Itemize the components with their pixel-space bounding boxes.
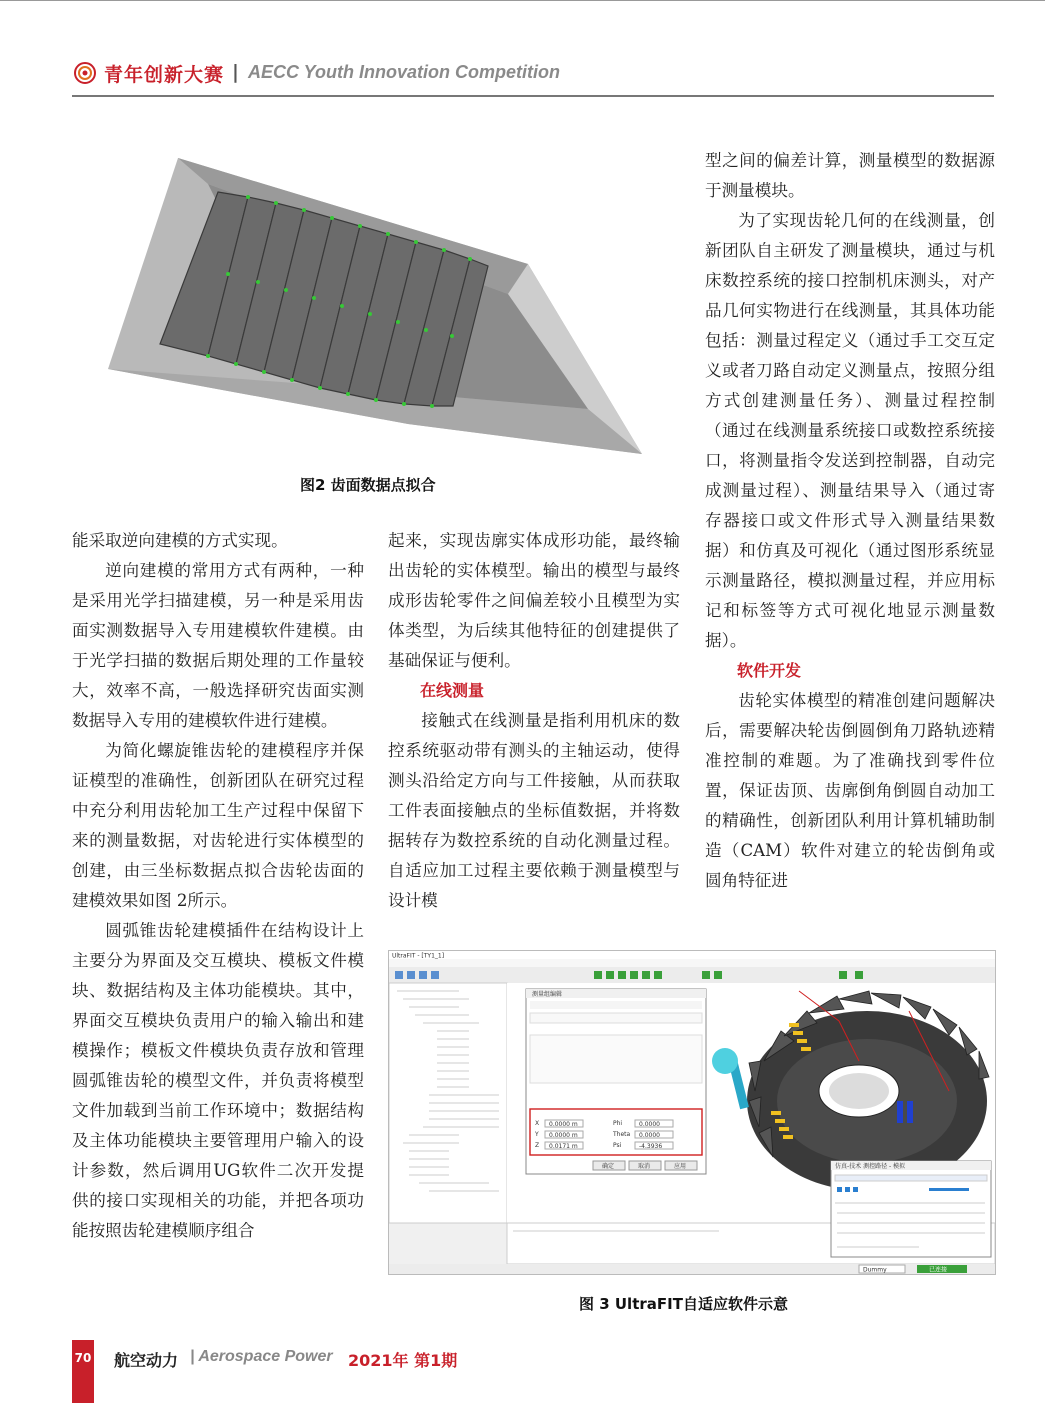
col3-paragraph-3: 齿轮实体模型的精准创建问题解决后，需要解决轮齿倒圆倒角刀路轨迹精准控制的难题。为了准确找到零件位置，保证齿顶、齿廓倒角倒圆自动加工的精确性，创新团队利用计算机辅助制造（CAM）软件对建立的轮齿倒角或圆角特征进 bbox=[705, 691, 995, 890]
field-theta-value: 0.0000 bbox=[639, 1132, 660, 1139]
competition-logo-icon bbox=[74, 62, 96, 84]
page-header bbox=[72, 58, 994, 90]
field-psi-label: Psi bbox=[613, 1142, 622, 1149]
header-title-cn: 青年创新大赛 bbox=[104, 64, 225, 86]
status-left: Dummy bbox=[863, 1266, 887, 1274]
field-theta-label: Theta bbox=[613, 1131, 631, 1138]
top-border bbox=[0, 0, 1045, 1]
app-title: UltraFIT - [TY1_1] bbox=[392, 952, 445, 960]
header-rule bbox=[72, 95, 994, 97]
field-z-value: 0.0171 m bbox=[549, 1143, 578, 1150]
col2-paragraph-2: 接触式在线测量是指利用机床的数控系统驱动带有测头的主轴运动，使得测头沿给定方向与工件接触，从而获取工件表面接触点的坐标值数据，并将数据转存为数控系统的自动化测量过程。自适应加工过程主要依赖于测量模型与设计模 bbox=[388, 711, 680, 910]
col1-paragraph-1: 能采取逆向建模的方式实现。 bbox=[72, 531, 288, 550]
text-column-2 bbox=[388, 526, 680, 916]
dialog-cancel-button: 取消 bbox=[638, 1163, 651, 1170]
field-z-label: Z bbox=[535, 1142, 540, 1149]
journal-name-cn: 航空动力 bbox=[114, 1351, 179, 1370]
col1-paragraph-2: 逆向建模的常用方式有两种，一种是采用光学扫描建模，另一种是采用齿面实测数据导入专用建模软件建模。由于光学扫描的数据后期处理的工作量较大，效率不高，一般选择研究齿面实测数据导入专用的建模软件进行建模。 bbox=[72, 561, 364, 730]
dialog-ok-button: 确定 bbox=[602, 1163, 615, 1170]
journal-name-en: | Aerospace Power bbox=[190, 1348, 333, 1365]
col1-paragraph-4: 圆弧锥齿轮建模插件在结构设计上主要分为界面及交互模块、模板文件模块、数据结构及主体功能模块。其中，界面交互模块负责用户的输入输出和建模操作；模板文件模块负责存放和管理圆弧锥齿轮的模型文件，并负责将模型文件加载到当前工作环境中；数据结构及主体功能模块主要管理用户输入的设计参数，然后调用UG软件二次开发提供的接口实现相关的功能，并把各项功能按照齿轮建模顺序组合 bbox=[72, 921, 364, 1240]
header-separator: | bbox=[232, 61, 239, 83]
section-heading-online-measurement: 在线测量 bbox=[420, 681, 485, 700]
header-title-en: AECC Youth Innovation Competition bbox=[248, 62, 560, 82]
footer-page-bar bbox=[72, 1340, 94, 1403]
field-phi-value: 0.0000 bbox=[639, 1121, 660, 1128]
dialog-apply-button: 应用 bbox=[674, 1163, 687, 1170]
field-x-value: 0.0000 m bbox=[549, 1121, 578, 1128]
dialog-title: 测量组编辑 bbox=[532, 991, 563, 998]
text-column-1 bbox=[72, 526, 364, 1246]
figure3-drawing bbox=[389, 951, 995, 1274]
field-phi-label: Phi bbox=[613, 1120, 623, 1127]
figure2-caption: 图2 齿面数据点拟合 bbox=[300, 476, 436, 494]
col3-paragraph-2: 为了实现齿轮几何的在线测量，创新团队自主研发了测量模块，通过与机床数控系统的接口控制机床测头，对产品几何实物进行在线测量，其具体功能包括：测量过程定义（通过手工交互定义或者刀路自动定义测量点，按照分组方式创建测量任务）、测量过程控制（通过在线测量系统接口或数控系统接口，将测量指令发送到控制器，自动完成测量过程）、测量结果导入（通过寄存器接口或文件形式导入测量结果数据）和仿真及可视化（通过图形系统显示测量路径，模拟测量过程，并应用标记和标签等方式可视化地显示测量数据）。 bbox=[705, 211, 995, 650]
field-psi-value: -4.3936 bbox=[639, 1143, 663, 1150]
col2-paragraph-1: 起来，实现齿廓实体成形功能，最终输出齿轮的实体模型。输出的模型与最终成形齿轮零件之间偏差较小且模型为实体类型，为后续其他特征的创建提供了基础保证与便利。 bbox=[388, 531, 680, 670]
field-y-value: 0.0000 m bbox=[549, 1132, 578, 1139]
text-column-3 bbox=[705, 146, 995, 896]
journal-issue: 2021年 第1期 bbox=[348, 1351, 458, 1370]
field-y-label: Y bbox=[535, 1131, 539, 1138]
status-right: 已连接 bbox=[929, 1266, 948, 1274]
figure2-gear-tooth-surface bbox=[108, 154, 642, 456]
field-x-label: X bbox=[535, 1120, 540, 1127]
page-number: 70 bbox=[74, 1351, 92, 1365]
figure3-software-screenshot bbox=[388, 950, 996, 1275]
section-heading-software-dev: 软件开发 bbox=[737, 661, 802, 680]
col3-paragraph-1: 型之间的偏差计算，测量模型的数据源于测量模块。 bbox=[705, 151, 995, 200]
figure3-caption: 图 3 UltraFIT自适应软件示意 bbox=[579, 1295, 788, 1313]
sim-panel-title: 仿真-技术 测控路径 - 模拟 bbox=[835, 1163, 906, 1170]
col1-paragraph-3: 为简化螺旋锥齿轮的建模程序并保证模型的准确性，创新团队在研究过程中充分利用齿轮加工生产过程中保留下来的测量数据，对齿轮进行实体模型的创建，由三坐标数据点拟合齿轮齿面的建模效果如图 2所示。 bbox=[72, 741, 364, 910]
